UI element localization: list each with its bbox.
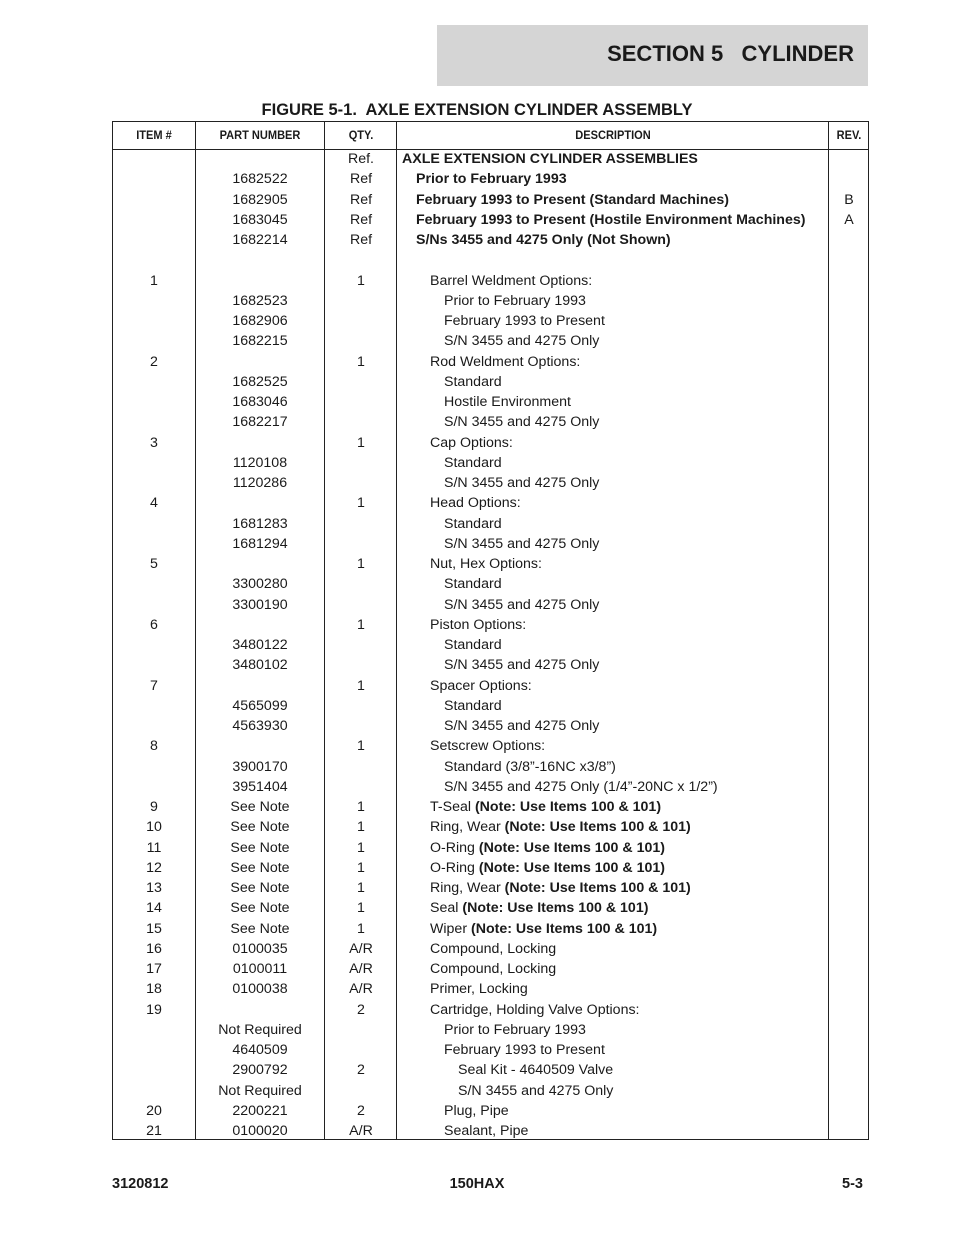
- part-number: 0100035: [232, 940, 288, 957]
- part-number: 1681294: [232, 535, 288, 552]
- table-row: [113, 372, 868, 392]
- description: [402, 615, 855, 635]
- description-text: Standard: [444, 697, 502, 714]
- quantity: A/R: [349, 961, 373, 977]
- description-text: Seal Kit - 4640509 Valve: [458, 1062, 614, 1079]
- quantity: Ref: [349, 232, 373, 248]
- quantity: 1: [357, 839, 365, 856]
- quantity: Ref: [349, 211, 373, 228]
- quantity: 1: [357, 353, 365, 370]
- quantity: A/R: [349, 981, 373, 998]
- part-number: See Note: [230, 859, 290, 876]
- description-text: Prior to February 1993: [416, 171, 567, 188]
- table-row: [113, 736, 868, 756]
- description-text: Ring, Wear: [430, 819, 505, 836]
- part-number: 1682906: [232, 313, 288, 329]
- quantity: Ref: [349, 171, 373, 188]
- description-text: S/N 3455 and 4275 Only: [444, 333, 600, 350]
- description-text: S/N 3455 and 4275 Only: [444, 475, 600, 491]
- table-row: [113, 838, 868, 858]
- part-number: 2900792: [232, 1062, 288, 1079]
- part-number: 1682905: [232, 191, 288, 208]
- description: [402, 878, 855, 898]
- part-number: 1683046: [232, 394, 288, 410]
- description: [402, 169, 841, 189]
- description-text: Standard: [444, 576, 502, 593]
- item-number: 11: [146, 839, 162, 856]
- table-row: [113, 412, 868, 432]
- section-title: SECTION 5 CYLINDER: [607, 41, 854, 66]
- description: [402, 311, 869, 331]
- description-note: (Note: Use Items 100 & 101): [478, 839, 665, 856]
- quantity: 2: [357, 1102, 365, 1119]
- description: [402, 919, 855, 939]
- quantity: A/R: [349, 1123, 373, 1139]
- quantity: 1: [357, 738, 365, 755]
- part-number: 3900170: [232, 758, 288, 775]
- table-row: [113, 898, 868, 918]
- part-number: Not Required: [218, 1021, 302, 1038]
- description-text: Setscrew Options:: [430, 738, 546, 755]
- description-text: AXLE EXTENSION CYLINDER ASSEMBLIES: [402, 151, 698, 167]
- part-number: See Note: [230, 920, 290, 937]
- part-number: 3300280: [232, 576, 288, 593]
- description-text: Standard (3/8”-16NC x3/8”): [444, 758, 616, 775]
- table-row: [113, 250, 868, 270]
- description: [402, 777, 869, 797]
- description: [402, 534, 869, 554]
- quantity: 1: [357, 495, 365, 512]
- item-number: 17: [146, 961, 162, 977]
- part-number: 4640509: [232, 1042, 288, 1058]
- description-text: Compound, Locking: [430, 961, 557, 977]
- item-number: 4: [150, 495, 158, 512]
- description: [402, 1040, 869, 1060]
- table-row: [113, 1101, 868, 1121]
- part-number: 1683045: [232, 211, 288, 228]
- item-number: 2: [150, 353, 158, 370]
- description-text: O-Ring: [430, 839, 479, 856]
- table-row: [113, 149, 868, 169]
- table-row: [113, 676, 868, 696]
- item-number: 9: [150, 799, 158, 815]
- item-number: 10: [146, 819, 162, 836]
- item-number: 21: [146, 1123, 162, 1139]
- description-text: Sealant, Pipe: [444, 1123, 529, 1139]
- description: [402, 210, 841, 230]
- description: [402, 554, 855, 574]
- footer-document-number: 3120812: [112, 1176, 169, 1192]
- part-number: 4565099: [232, 697, 288, 714]
- quantity: 1: [357, 434, 365, 451]
- description: [402, 635, 869, 655]
- table-row: [113, 615, 868, 635]
- part-number: See Note: [230, 819, 290, 836]
- column-header-part-number: PART NUMBER: [219, 128, 301, 142]
- part-number: See Note: [230, 880, 290, 896]
- description-text: Wiper: [430, 920, 471, 937]
- table-row: [113, 939, 868, 959]
- part-number: 3480122: [232, 637, 288, 653]
- item-number: 3: [150, 434, 158, 451]
- table-row: [113, 1060, 868, 1080]
- part-number: See Note: [230, 799, 290, 815]
- description-note: (Note: Use Items 100 & 101): [504, 880, 691, 896]
- table-row: [113, 331, 868, 351]
- description: [402, 1020, 869, 1040]
- description-text: Rod Weldment Options:: [430, 353, 581, 370]
- description-text: Prior to February 1993: [444, 292, 586, 309]
- description-text: Spacer Options:: [430, 677, 532, 694]
- table-row: [113, 1000, 868, 1020]
- description: [402, 412, 869, 432]
- table-row: [113, 392, 868, 412]
- description: [402, 1060, 883, 1080]
- description-text: Standard: [444, 637, 502, 653]
- table-row: [113, 716, 868, 736]
- description: [402, 1101, 869, 1121]
- quantity: 1: [357, 556, 365, 572]
- quantity: 1: [357, 880, 365, 896]
- table-row: [113, 352, 868, 372]
- part-number: 3951404: [232, 778, 288, 795]
- description: [402, 858, 855, 878]
- table-row: [113, 574, 868, 594]
- description: [402, 372, 869, 392]
- description: [402, 230, 841, 250]
- part-number: 1682522: [232, 171, 288, 188]
- description-text: Standard: [444, 515, 502, 532]
- description: [402, 493, 855, 513]
- description-text: February 1993 to Present (Hostile Environment Machines): [416, 211, 806, 228]
- item-number: 20: [146, 1102, 162, 1119]
- table-row: [113, 777, 868, 797]
- description: [402, 514, 869, 534]
- description-text: S/N 3455 and 4275 Only: [444, 657, 600, 674]
- item-number: 18: [146, 981, 162, 998]
- item-number: 16: [146, 940, 162, 957]
- quantity: 1: [357, 616, 365, 633]
- part-number: 3480102: [232, 657, 288, 674]
- quantity: 2: [357, 1001, 365, 1018]
- description-note: (Note: Use Items 100 & 101): [471, 920, 658, 937]
- table-row: [113, 959, 868, 979]
- table-row: [113, 696, 868, 716]
- part-number: 1682523: [232, 292, 288, 309]
- quantity: 1: [357, 859, 365, 876]
- description-text: February 1993 to Present: [444, 313, 605, 329]
- part-number: 0100020: [232, 1123, 288, 1139]
- description-text: O-Ring: [430, 859, 479, 876]
- item-number: 15: [146, 920, 162, 937]
- description: [402, 696, 869, 716]
- table-row: [113, 210, 868, 230]
- table-row: [113, 453, 868, 473]
- description-text: Piston Options:: [430, 616, 527, 633]
- quantity: 1: [357, 677, 365, 694]
- item-number: 19: [146, 1001, 162, 1018]
- part-number: 2200221: [232, 1102, 288, 1119]
- part-number: 1681283: [232, 515, 288, 532]
- part-number: See Note: [230, 900, 290, 917]
- part-number: 1682214: [232, 232, 288, 248]
- part-number: 1682525: [232, 373, 288, 390]
- part-number: See Note: [230, 839, 290, 856]
- description: [402, 595, 869, 615]
- description: [402, 898, 855, 918]
- quantity: 1: [357, 819, 365, 836]
- description: [402, 392, 869, 412]
- quantity: Ref: [349, 191, 373, 208]
- part-number: 3300190: [232, 596, 288, 613]
- table-row: [113, 655, 868, 675]
- figure-title: FIGURE 5-1. AXLE EXTENSION CYLINDER ASSEMBLY: [261, 101, 693, 119]
- item-number: 13: [146, 880, 162, 896]
- revision: B: [844, 191, 854, 208]
- item-number: 5: [150, 556, 158, 572]
- description-note: (Note: Use Items 100 & 101): [474, 799, 662, 815]
- part-number: Not Required: [218, 1082, 302, 1099]
- description: [402, 190, 841, 210]
- description: [402, 433, 855, 453]
- quantity: 1: [357, 799, 365, 815]
- description: [402, 149, 827, 169]
- description: [402, 574, 869, 594]
- table-row: [113, 534, 868, 554]
- description-text: S/N 3455 and 4275 Only: [458, 1082, 614, 1099]
- description-text: Barrel Weldment Options:: [430, 272, 593, 289]
- parts-table: [112, 121, 869, 1140]
- quantity: 1: [357, 920, 365, 937]
- part-number: 0100038: [232, 981, 288, 998]
- description-text: Cap Options:: [430, 434, 513, 451]
- description-text: Hostile Environment: [444, 394, 571, 410]
- description: [402, 1000, 855, 1020]
- column-header-item: ITEM #: [136, 128, 172, 142]
- description-text: Seal: [430, 900, 463, 917]
- description: [402, 676, 855, 696]
- description-text: Nut, Hex Options:: [430, 556, 542, 572]
- table-row: [113, 1040, 868, 1060]
- description-text: Prior to February 1993: [444, 1021, 586, 1038]
- description: [402, 757, 869, 777]
- table-row: [113, 858, 868, 878]
- table-row: [113, 514, 868, 534]
- footer-page-number: 5-3: [842, 1176, 863, 1192]
- description-text: Standard: [444, 454, 502, 471]
- table-row: [113, 169, 868, 189]
- quantity: Ref.: [347, 151, 375, 167]
- table-row: [113, 311, 868, 331]
- table-row: [113, 554, 868, 574]
- table-row: [113, 1020, 868, 1040]
- part-number: 1120286: [232, 475, 288, 491]
- quantity: 2: [357, 1062, 365, 1079]
- table-row: [113, 230, 868, 250]
- description-text: T-Seal: [430, 799, 475, 815]
- description: [402, 838, 855, 858]
- description: [402, 331, 869, 351]
- quantity: 1: [357, 900, 365, 917]
- description-text: February 1993 to Present: [444, 1042, 605, 1058]
- item-number: 7: [150, 677, 158, 694]
- item-number: 12: [146, 859, 162, 876]
- table-row: [113, 595, 868, 615]
- part-number: 1682217: [232, 414, 288, 431]
- description-text: S/Ns 3455 and 4275 Only (Not Shown): [416, 232, 671, 248]
- description-text: Compound, Locking: [430, 940, 557, 957]
- item-number: 8: [150, 738, 158, 755]
- item-number: 1: [150, 272, 158, 289]
- description: [402, 939, 855, 959]
- description-text: Ring, Wear: [430, 880, 505, 896]
- table-row: [113, 493, 868, 513]
- table-row: [113, 817, 868, 837]
- description-text: S/N 3455 and 4275 Only: [444, 414, 600, 431]
- table-row: [113, 979, 868, 999]
- description: [402, 959, 855, 979]
- column-header-rev: REV.: [836, 128, 862, 142]
- section-banner: [437, 25, 868, 86]
- table-row: [113, 757, 868, 777]
- quantity: 1: [357, 272, 365, 289]
- description-text: Cartridge, Holding Valve Options:: [430, 1001, 640, 1018]
- table-row: [113, 797, 868, 817]
- description: [402, 271, 855, 291]
- description: [402, 716, 869, 736]
- description-text: Standard: [444, 373, 502, 390]
- description: [402, 473, 869, 493]
- table-row: [113, 473, 868, 493]
- description: [402, 817, 855, 837]
- description-text: S/N 3455 and 4275 Only: [444, 718, 600, 734]
- description: [402, 797, 855, 817]
- description-text: February 1993 to Present (Standard Machines): [416, 191, 730, 208]
- description: [402, 1121, 869, 1141]
- description-note: (Note: Use Items 100 & 101): [504, 819, 691, 836]
- description-text: Plug, Pipe: [444, 1102, 509, 1119]
- table-row: [113, 878, 868, 898]
- item-number: 6: [150, 616, 158, 633]
- quantity: A/R: [349, 940, 373, 957]
- description-text: S/N 3455 and 4275 Only (1/4”-20NC x 1/2”): [444, 778, 718, 795]
- part-number: 4563930: [232, 718, 288, 734]
- description: [402, 291, 869, 311]
- description-note: (Note: Use Items 100 & 101): [462, 900, 649, 917]
- table-row: [113, 190, 868, 210]
- part-number: 0100011: [232, 961, 288, 977]
- table-row: [113, 433, 868, 453]
- description-text: Head Options:: [430, 495, 521, 512]
- part-number: 1120108: [232, 454, 288, 471]
- description: [402, 453, 869, 473]
- revision: A: [844, 211, 854, 228]
- description-text: Primer, Locking: [430, 981, 528, 998]
- description: [402, 736, 855, 756]
- description: [402, 1081, 883, 1101]
- column-header-description: DESCRIPTION: [575, 128, 651, 142]
- part-number: 1682215: [232, 333, 288, 350]
- description: [402, 352, 855, 372]
- description: [402, 979, 855, 999]
- description-text: S/N 3455 and 4275 Only: [444, 535, 600, 552]
- description-text: S/N 3455 and 4275 Only: [444, 596, 600, 613]
- table-row: [113, 919, 868, 939]
- table-row: [113, 1121, 868, 1141]
- description: [402, 655, 869, 675]
- table-row: [113, 271, 868, 291]
- table-row: [113, 291, 868, 311]
- table-row: [113, 635, 868, 655]
- column-header-qty: QTY.: [348, 128, 374, 142]
- description-note: (Note: Use Items 100 & 101): [478, 859, 665, 876]
- item-number: 14: [146, 900, 162, 917]
- footer-model: 150HAX: [449, 1176, 505, 1192]
- table-row: [113, 1081, 868, 1101]
